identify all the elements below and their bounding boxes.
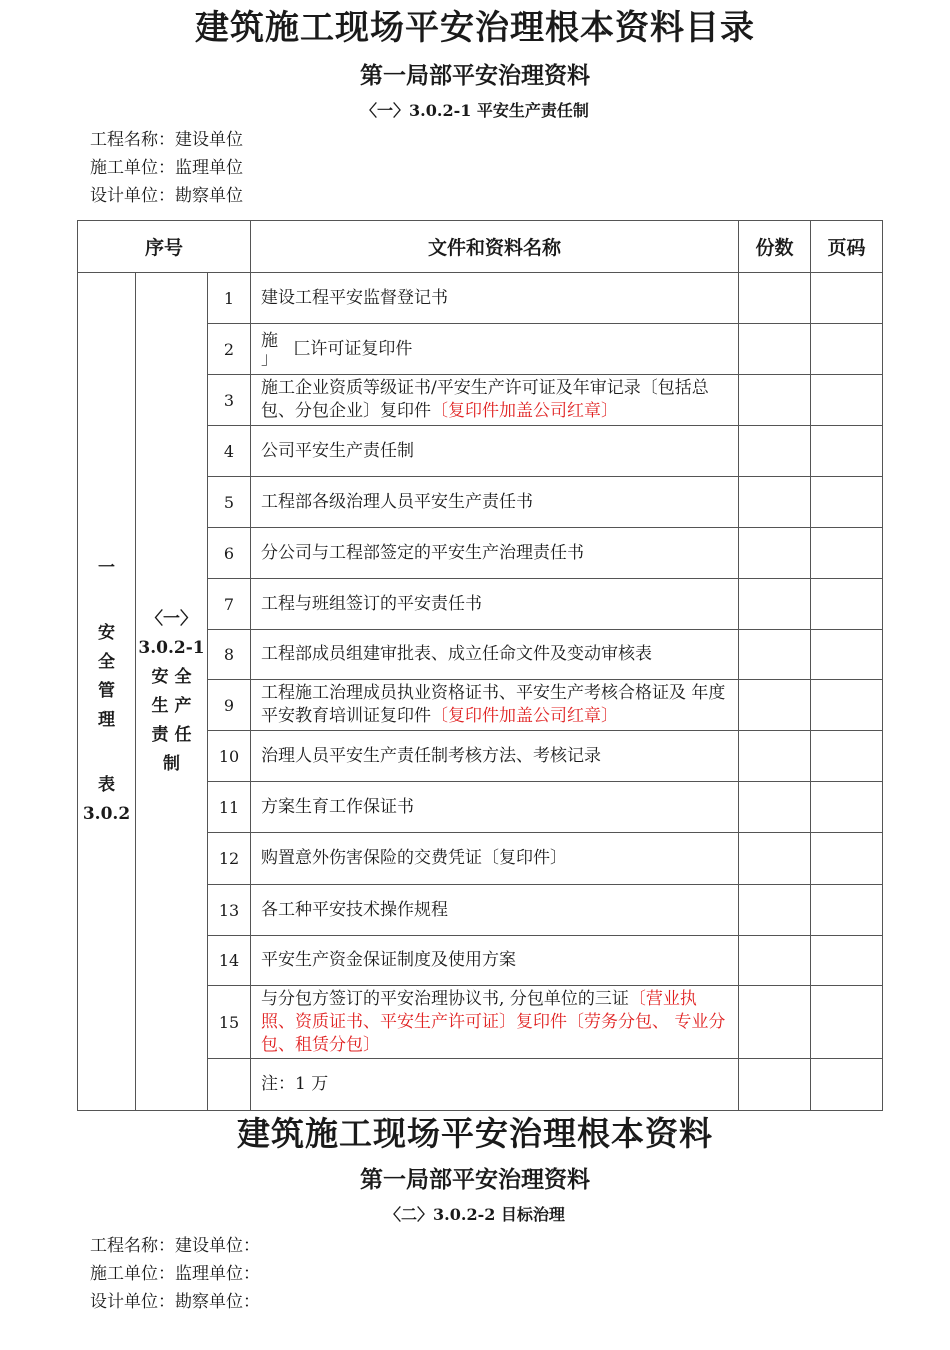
row-copies: [739, 782, 811, 833]
row-number: 12: [208, 833, 251, 885]
info-line-project: 工程名称：建设单位：: [90, 1236, 260, 1256]
row-number: 1: [208, 273, 251, 324]
row-copies: [739, 936, 811, 986]
row-page: [811, 477, 883, 528]
row-document-name: 治理人员平安生产责任制考核方法、考核记录: [251, 731, 739, 782]
row-document-name: 分公司与工程部签定的平安生产治理责任书: [251, 528, 739, 579]
info-line-designer: 设计单位：勘察单位：: [90, 1292, 260, 1312]
category-char: 管: [98, 681, 115, 701]
table-row: [78, 273, 883, 324]
project-info: [90, 1232, 950, 1316]
row-page: [811, 782, 883, 833]
category-level2-text: 制: [163, 753, 180, 774]
row-number: 6: [208, 528, 251, 579]
row-number: 9: [208, 680, 251, 731]
next-section: [0, 1106, 950, 1316]
row-document-name: 施工企业资质等级证书/平安生产许可证及年审记录〔包括总包、分包企业〕复印件〔复印件加盖公司红章〕: [251, 375, 739, 426]
table-header-row: [78, 221, 883, 273]
category-level2-text: 生 产: [151, 695, 192, 716]
row-page: [811, 579, 883, 630]
row-number: 13: [208, 885, 251, 936]
row-page: [811, 324, 883, 375]
row-document-name: 公司平安生产责任制: [251, 426, 739, 477]
header-seq: 序号: [78, 221, 251, 273]
category-char: 全: [98, 652, 115, 672]
row-copies: [739, 273, 811, 324]
row-page: [811, 731, 883, 782]
row-document-name: 各工种平安技术操作规程: [251, 885, 739, 936]
row-number: 14: [208, 936, 251, 986]
sub-section-title: 〈一〉3.0.2-1 平安生产责任制: [361, 101, 589, 120]
row-number: 4: [208, 426, 251, 477]
category-level1-code: 3.0.2: [82, 804, 131, 824]
document-index-table: [77, 220, 883, 1111]
category-char: 安: [98, 623, 115, 643]
header-page: 页码: [811, 221, 883, 273]
row-copies: [739, 885, 811, 936]
category-level2: [136, 273, 208, 1111]
info-line-contractor: 施工单位：监理单位：: [90, 1264, 260, 1284]
row-document-name: 工程部成员组建审批表、成立任命文件及变动审核表: [251, 630, 739, 680]
row-copies: [739, 986, 811, 1059]
row-document-name: 与分包方签订的平安治理协议书, 分包单位的三证〔营业执照、资质证书、平安生产许可证〕复印件〔劳务分包、 专业分包、租赁分包〕: [251, 986, 739, 1059]
category-level2-text: 安 全: [151, 666, 192, 687]
page-title: 建筑施工现场平安治理根本资料目录: [195, 8, 755, 48]
category-level1-number: 一: [98, 558, 115, 578]
category-char: 理: [98, 710, 115, 730]
page-title: 建筑施工现场平安治理根本资料: [237, 1114, 713, 1153]
row-number: 11: [208, 782, 251, 833]
row-page: [811, 885, 883, 936]
row-number: 5: [208, 477, 251, 528]
category-level2-text: 责 任: [151, 724, 192, 745]
row-copies: [739, 833, 811, 885]
info-line-project: 工程名称：建设单位: [90, 130, 243, 150]
row-copies: [739, 528, 811, 579]
row-page: [811, 630, 883, 680]
row-document-name: 平安生产资金保证制度及使用方案: [251, 936, 739, 986]
row-number: [208, 1059, 251, 1111]
row-document-name: 工程部各级治理人员平安生产责任书: [251, 477, 739, 528]
row-page: [811, 1059, 883, 1111]
row-copies: [739, 680, 811, 731]
row-document-name: 施 」 匚许可证复印件: [251, 324, 739, 375]
section-title: 第一局部平安治理资料: [360, 1166, 590, 1193]
row-page: [811, 375, 883, 426]
info-line-designer: 设计单位：勘察单位: [90, 186, 243, 206]
sub-section-title: 〈二〉3.0.2-2 目标治理: [385, 1205, 565, 1224]
row-page: [811, 986, 883, 1059]
row-document-name: 购置意外伤害保险的交费凭证〔复印件〕: [251, 833, 739, 885]
row-document-name: 工程与班组签订的平安责任书: [251, 579, 739, 630]
row-document-name: 方案生育工作保证书: [251, 782, 739, 833]
row-page: [811, 833, 883, 885]
row-copies: [739, 426, 811, 477]
category-level2-number: 〈一〉: [146, 608, 197, 629]
row-number: 7: [208, 579, 251, 630]
row-copies: [739, 324, 811, 375]
row-note: 注：1 万: [251, 1059, 739, 1111]
row-page: [811, 528, 883, 579]
row-copies: [739, 375, 811, 426]
row-number: 8: [208, 630, 251, 680]
row-number: 2: [208, 324, 251, 375]
row-page: [811, 936, 883, 986]
row-copies: [739, 477, 811, 528]
row-document-name: 建设工程平安监督登记书: [251, 273, 739, 324]
row-copies: [739, 630, 811, 680]
project-info: [90, 126, 950, 210]
row-document-name: 工程施工治理成员执业资格证书、平安生产考核合格证及 年度平安教育培训证复印件〔复印件加盖公司红章〕: [251, 680, 739, 731]
section-title: 第一局部平安治理资料: [360, 62, 590, 89]
category-level1-label: 表: [98, 775, 115, 795]
row-copies: [739, 731, 811, 782]
row-number: 10: [208, 731, 251, 782]
header-copies: 份数: [739, 221, 811, 273]
row-page: [811, 273, 883, 324]
info-line-contractor: 施工单位：监理单位: [90, 158, 243, 178]
row-number: 3: [208, 375, 251, 426]
header-name: 文件和资料名称: [251, 221, 739, 273]
category-level2-code: 3.0.2-1: [138, 637, 205, 658]
category-level1: [78, 273, 136, 1111]
row-page: [811, 680, 883, 731]
row-copies: [739, 579, 811, 630]
row-number: 15: [208, 986, 251, 1059]
row-page: [811, 426, 883, 477]
row-copies: [739, 1059, 811, 1111]
